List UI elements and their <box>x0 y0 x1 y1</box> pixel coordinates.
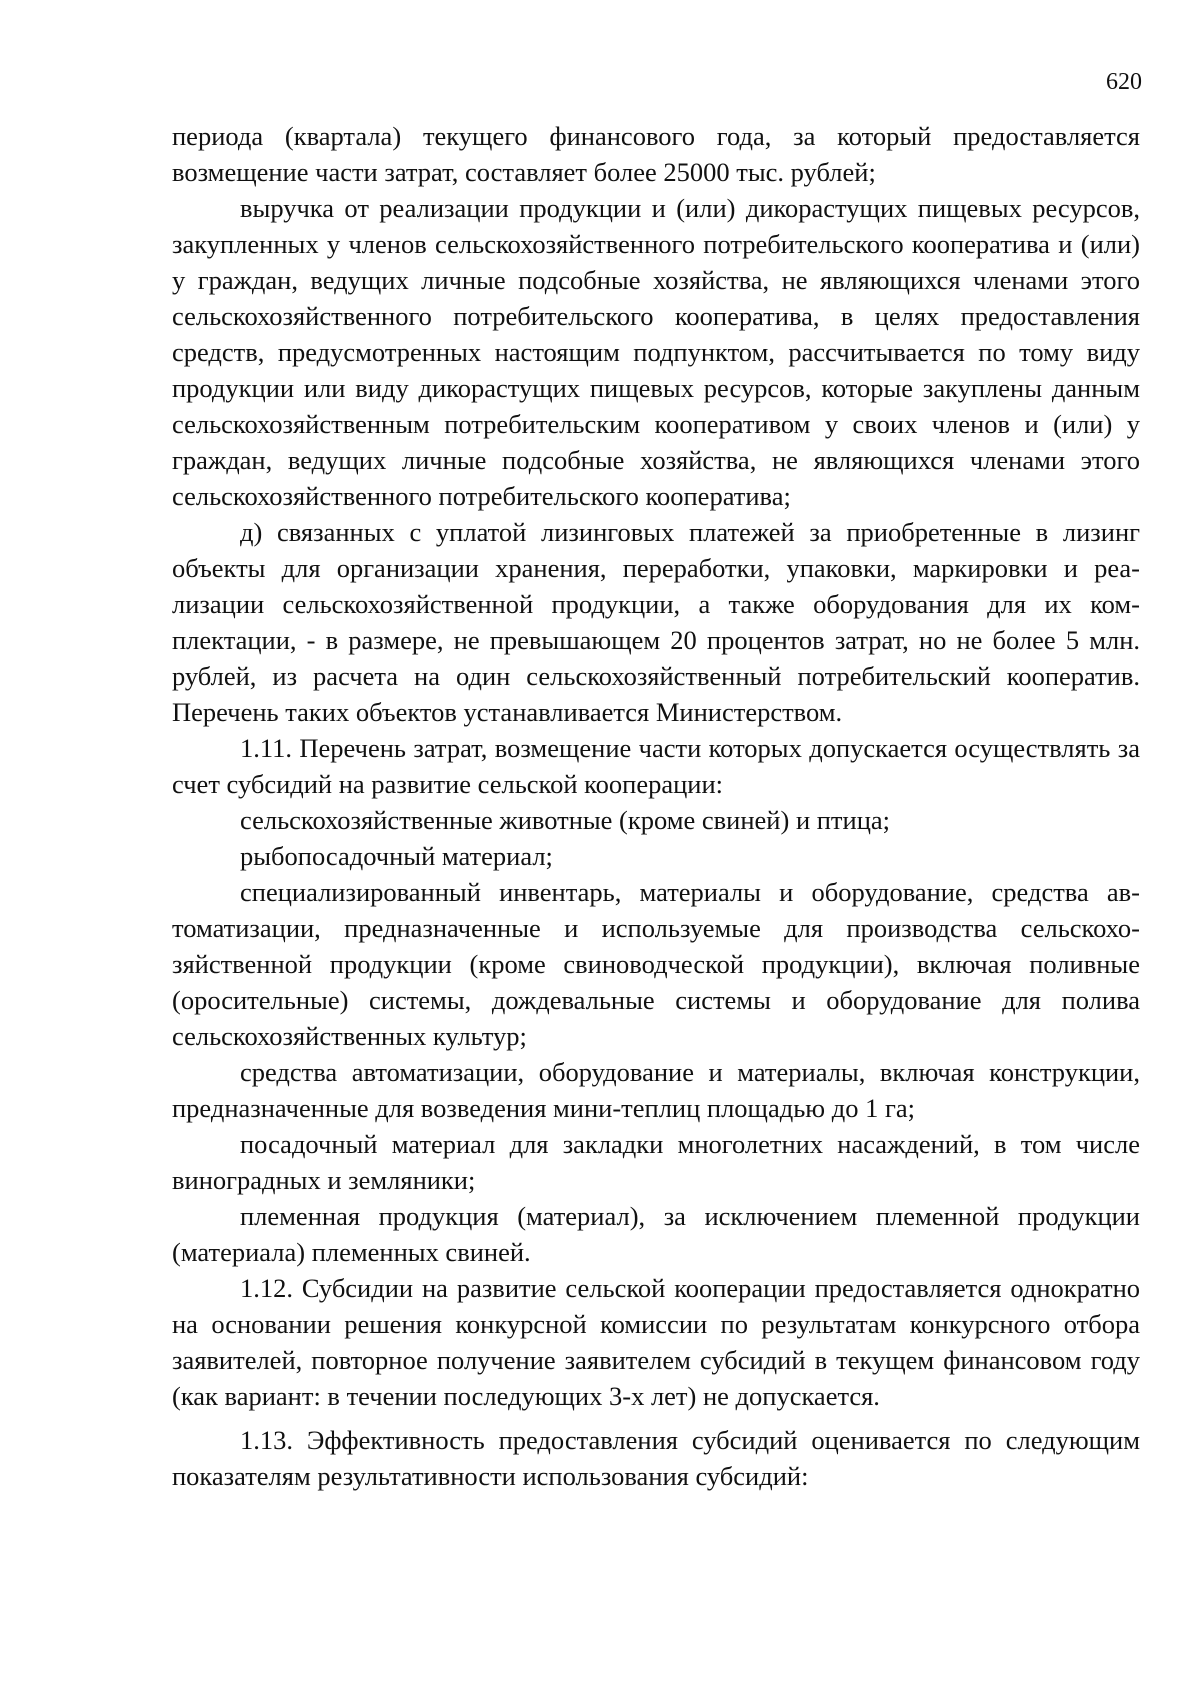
page-number: 620 <box>1106 69 1142 95</box>
paragraph: рыбопосадочный материал; <box>240 841 553 871</box>
document-body <box>172 118 1140 1494</box>
paragraph: племенная продукция (материал), за исключением племенной продукции (материала) племенных свиней. <box>172 1201 1140 1267</box>
paragraph: 1.11. Перечень затрат, возмещение части которых допускается осуществлять за счет субсидий на развитие сельской кооперации: <box>172 733 1140 799</box>
paragraph: посадочный материал для закладки многолетних насаждений, в том числе виноградных и земляники; <box>172 1129 1140 1195</box>
paragraph: выручка от реализации продукции и (или) дикорастущих пищевых ресурсов, закупленных у членов сельскохозяйственного потребительского кооператива и (или) у граждан, ведущих личные подсобные хозяйства, не являющихся членами этого сельскохозяйственного потребительского кооператива, в целях предоставления средств, предусмотренных настоящим подпунктом, рассчитывается по тому виду продукции или виду дикорастущих пищевых ресурсов, которые закуплены данным сельскохозяйственным потребительским кооперативом у своих членов и (или) у граждан, ведущих личные подсобные хозяйства, не являющихся членами этого сельскохозяйственного потребительского кооператива; <box>172 193 1140 511</box>
paragraph: 1.13. Эффективность предоставления субсидий оценивается по следующим показателям результативности использования субсидий: <box>172 1425 1140 1491</box>
paragraph: средства автоматизации, оборудование и материалы, включая конструкции, предназначенные для возведения мини-теплиц площадью до 1 га; <box>172 1057 1140 1123</box>
paragraph: д) связанных с уплатой лизинговых платежей за приобретенные в лизинг объекты для организации хранения, переработки, упаковки, маркировки и реализации сельскохозяйственной продукции, а также оборудования для их комплектации, - в размере, не превышающем 20 процентов затрат, но не более 5 млн. рублей, из расчета на один сельскохозяйственный потребительский кооператив. Перечень таких объектов устанавливается Министерством. <box>172 517 1140 727</box>
paragraph: периода (квартала) текущего финансового года, за который предоставляется возмещение части затрат, составляет более 25000 тыс. рублей; <box>172 121 1140 187</box>
paragraph: 1.12. Субсидии на развитие сельской кооперации предоставляется однократно на основании решения конкурсной комиссии по результатам конкурсного отбора заявителей, повторное получение заявителем субсидий в текущем финансовом году (как вариант: в течении последующих 3-х лет) не допускается. <box>172 1273 1140 1411</box>
paragraph: специализированный инвентарь, материалы и оборудование, средства автоматизации, предназначенные и используемые для производства сельскохозяйственной продукции (кроме свиноводческой продукции), включая поливные (оросительные) системы, дождевальные системы и оборудование для полива сельскохозяйственных культур; <box>172 877 1140 1051</box>
paragraph: сельскохозяйственные животные (кроме свиней) и птица; <box>240 805 891 835</box>
